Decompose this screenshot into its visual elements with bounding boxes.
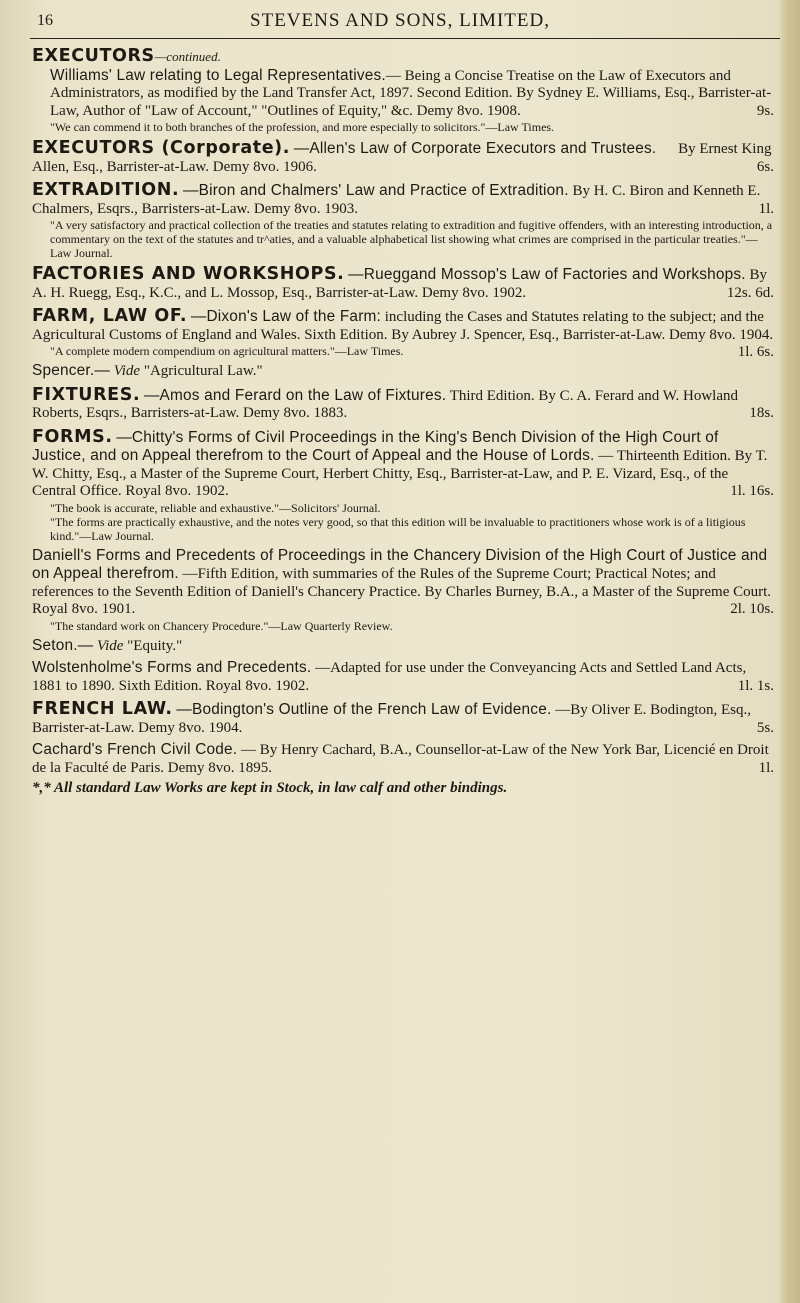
section-heading: FORMS. bbox=[32, 426, 113, 447]
work-description: —Adapted for use under the Conveyancing Acts and Settled Land Acts, 1881 to 1890. Sixth Edition. Royal 8vo. 1902. bbox=[32, 660, 747, 694]
section-heading: EXTRADITION. bbox=[32, 180, 180, 200]
price: 1l. bbox=[758, 759, 774, 776]
work-title: —Allen's Law of Corporate Executors and Trustees. bbox=[293, 140, 657, 157]
vide-target: "Agricultural Law." bbox=[143, 363, 263, 379]
price: 9s. bbox=[756, 102, 774, 119]
work-description: —Fifth Edition, with summaries of the Rules of the Supreme Court; Practical Notes; and references to the Seventh Edition of Daniell's Chancery Practice. By Charles Burney, B.A., a Master of the Supreme Court. Royal 8vo. 1901. bbox=[32, 566, 772, 617]
review-quote: "The standard work on Chancery Procedure."—Law Quarterly Review. bbox=[50, 618, 393, 633]
price: 18s. bbox=[749, 405, 774, 421]
catalogue-entry bbox=[32, 140, 774, 176]
catalogue-entry bbox=[32, 48, 774, 134]
section-heading: EXECUTORS (Corporate). bbox=[32, 138, 291, 158]
work-title: —Bodington's Outline of the French Law of Evidence. bbox=[176, 701, 552, 718]
price: 12s. 6d. bbox=[726, 284, 774, 301]
work-description: — Thirteenth Edition. By T. W. Chitty, Esq., a Master of the Supreme Court, Herbert Chitty, Esq., Barrister-at-Law, and P. E. Vizard, Esq., of the Central Office. Royal 8vo. 1902. bbox=[32, 448, 768, 499]
work-title: Seton.— bbox=[32, 636, 94, 654]
price: 6s. bbox=[756, 158, 774, 175]
catalogue-entry bbox=[32, 701, 774, 737]
catalogue-entry bbox=[32, 182, 774, 260]
work-title: —Chitty's Forms of Civil Proceedings in the King's Bench Division of the High Court of Justice, and on Appeal therefrom to the Court of Appeal and the House of Lords. bbox=[32, 428, 719, 464]
work-title: Spencer.— bbox=[32, 362, 110, 379]
stock-note bbox=[32, 780, 774, 798]
catalogue-entry bbox=[32, 547, 774, 633]
price: 1l. bbox=[758, 200, 774, 217]
work-description: By A. H. Ruegg, Esq., K.C., and L. Mossop, Esq., Barrister-at-Law. Demy 8vo. 1902. bbox=[32, 267, 768, 301]
work-title: —Rueggand Mossop's Law of Factories and Workshops. bbox=[348, 266, 746, 283]
price: 2l. 10s. bbox=[730, 601, 774, 617]
work-description: — By Henry Cachard, B.A., Counsellor-at-Law of the New York Bar, Licencié en Droit de la Faculté de Paris. Demy 8vo. 1895. bbox=[32, 742, 769, 776]
section-heading: FIXTURES. bbox=[32, 384, 141, 405]
vide-target: "Equity." bbox=[127, 637, 183, 654]
review-quote: "A very satisfactory and practical collection of the treaties and statutes relating to extradition and fugitive offenders, with an interesting introduction, a commentary on the text of the statutes and tr^aties, and a valuable alphabetical list showing what crimes are comprised in the particular treaties."—Law Journal. bbox=[50, 218, 773, 260]
running-title: STEVENS AND SONS, LIMITED, bbox=[250, 10, 550, 31]
page-header bbox=[0, 0, 780, 36]
work-title: Wolstenholme's Forms and Precedents. bbox=[32, 659, 312, 676]
price: 1l. 1s. bbox=[737, 677, 774, 694]
page-number: 16 bbox=[37, 12, 53, 29]
work-description: By Ernest King Allen, Esq., Barrister-at-Law. Demy 8vo. 1906. bbox=[32, 141, 772, 175]
section-heading: FACTORIES AND WORKSHOPS. bbox=[32, 264, 345, 284]
footer-note: *,* All standard Law Works are kept in Stock, in law calf and other bindings. bbox=[32, 780, 508, 796]
vide-label: Vide bbox=[97, 637, 124, 654]
work-title: Cachard's French Civil Code. bbox=[32, 741, 238, 758]
review-quote: "The forms are practically exhaustive, and the notes very good, so that this edition will be invaluable to practitioners whose work is of a litigious kind."—Law Journal. bbox=[50, 514, 746, 543]
work-title: Williams' Law relating to Legal Representatives. bbox=[50, 66, 386, 84]
section-heading: FARM, LAW OF. bbox=[32, 306, 188, 326]
work-description: Third Edition. By C. A. Ferard and W. Howland Roberts, Esqrs., Barristers-at-Law. Demy 8vo. 1883. bbox=[32, 387, 738, 421]
review-quote: "A complete modern compendium on agricultural matters."—Law Times. bbox=[50, 344, 404, 358]
section-heading: FRENCH LAW. bbox=[32, 699, 173, 719]
work-description: including the Cases and Statutes relating to the subject; and the Agricultural Customs of England and Wales. Sixth Edition. By Aubrey J. Spencer, Esq., Barrister-at-Law. Demy 8vo. 1904. bbox=[32, 309, 774, 343]
catalogue-entry bbox=[32, 426, 774, 543]
header-rule bbox=[30, 38, 780, 39]
price: 5s. bbox=[756, 719, 774, 736]
price: 1l. 6s. bbox=[737, 344, 774, 360]
catalogue-entry bbox=[32, 659, 774, 695]
vide-label: Vide bbox=[113, 363, 141, 379]
review-quote: "The book is accurate, reliable and exhaustive."—Solicitors' Journal. bbox=[50, 500, 381, 515]
work-description: —By Oliver E. Bodington, Esq., Barrister-at-Law. Demy 8vo. 1904. bbox=[32, 702, 752, 736]
work-title: —Amos and Ferard on the Law of Fixtures. bbox=[143, 386, 447, 404]
catalogue-entry bbox=[32, 308, 774, 358]
catalogue-listing bbox=[32, 46, 774, 798]
catalogue-entry bbox=[32, 384, 774, 423]
work-title: —Biron and Chalmers' Law and Practice of Extradition. bbox=[183, 182, 569, 199]
work-title: Daniell's Forms and Precedents of Proceedings in the Chancery Division of the High Court of Justice and on Appeal therefrom. bbox=[32, 546, 768, 582]
cross-reference bbox=[32, 362, 774, 381]
cross-reference bbox=[32, 637, 774, 656]
work-description: By H. C. Biron and Kenneth E. Chalmers, Esqrs., Barristers-at-Law. Demy 8vo. 1903. bbox=[32, 183, 761, 217]
catalogue-entry bbox=[32, 266, 774, 302]
page-edge bbox=[778, 0, 800, 1303]
catalogue-entry bbox=[32, 741, 774, 777]
work-description: — Being a Concise Treatise on the Law of Executors and Administrators, as modified by the Land Transfer Act, 1897. Second Edition. By Sydney E. Williams, Esq., Barrister-at-Law, Author of "Law of Account," "Outlines of Equity," &c. Demy 8vo. 1908. bbox=[50, 67, 772, 119]
price: 1l. 16s. bbox=[730, 483, 774, 499]
work-title: —Dixon's Law of the Farm: bbox=[190, 308, 382, 325]
section-heading: EXECUTORS bbox=[32, 46, 155, 66]
review-quote: "We can commend it to both branches of the profession, and more especially to solicitors."—Law Times. bbox=[50, 120, 555, 134]
heading-suffix: —continued. bbox=[154, 49, 221, 64]
